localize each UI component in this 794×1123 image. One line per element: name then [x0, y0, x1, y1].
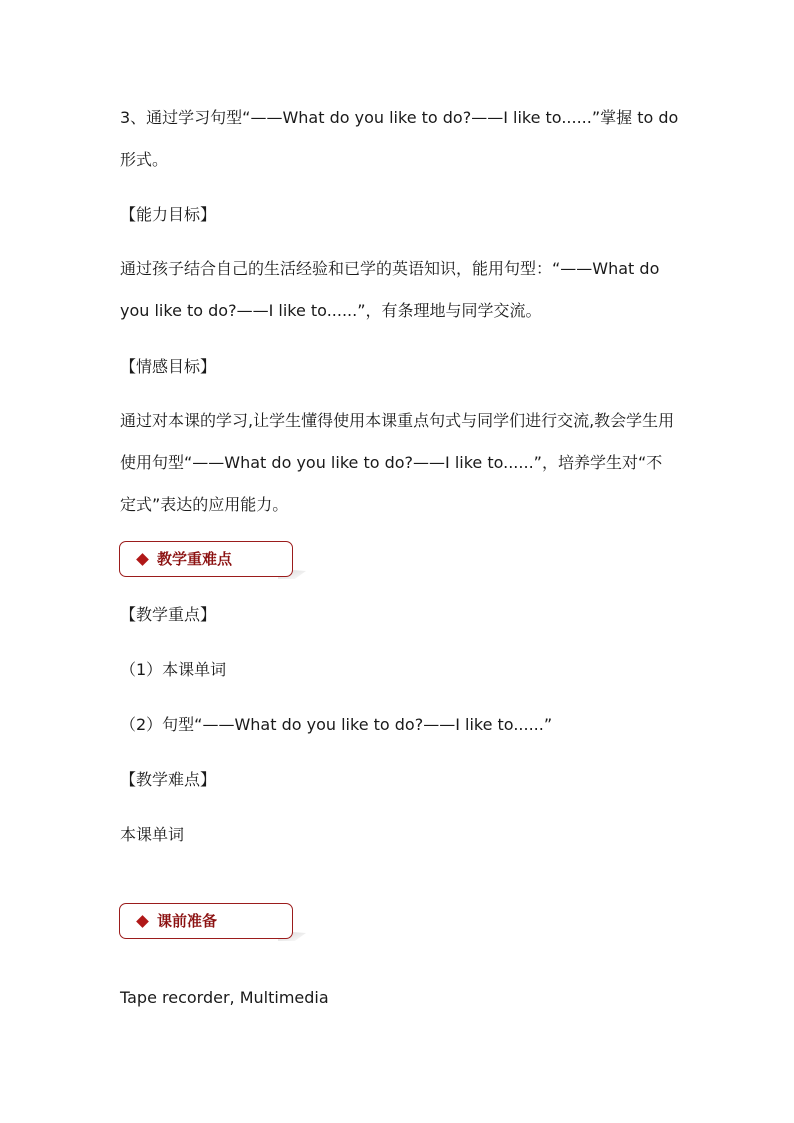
difficult-points-heading: 【教学难点】 [120, 770, 217, 789]
emotion-goal-line-2: 使用句型“——What do you like to do?——I like to......”，培养学生对“不 [120, 453, 663, 472]
section-header-preparation [119, 903, 293, 939]
ability-goal-line-1: 通过孩子结合自己的生活经验和已学的英语知识，能用句型：“——What do [120, 259, 660, 278]
emotion-goal-heading: 【情感目标】 [120, 357, 217, 376]
objective-line-1: 3、通过学习句型“——What do you like to do?——I like to......”掌握 to do [120, 108, 679, 127]
key-points-heading: 【教学重点】 [120, 605, 217, 624]
ability-goal-line-2: you like to do?——I like to......”，有条理地与同学交流。 [120, 301, 542, 320]
section-title-key-points: 教学重难点 [157, 550, 233, 568]
diamond-bullet-icon [136, 915, 149, 928]
difficult-points-item-1: 本课单词 [120, 825, 185, 844]
section-header-key-points [119, 541, 293, 577]
emotion-goal-line-1: 通过对本课的学习,让学生懂得使用本课重点句式与同学们进行交流,教会学生用 [120, 411, 675, 430]
key-points-item-1: （1）本课单词 [120, 660, 227, 679]
key-points-item-2: （2）句型“——What do you like to do?——I like to......” [120, 715, 553, 734]
preparation-text: Tape recorder, Multimedia [120, 988, 329, 1007]
emotion-goal-line-3: 定式”表达的应用能力。 [120, 495, 289, 514]
objective-line-2: 形式。 [120, 150, 169, 169]
section-title-preparation: 课前准备 [157, 912, 218, 930]
ability-goal-heading: 【能力目标】 [120, 205, 217, 224]
diamond-bullet-icon [136, 553, 149, 566]
